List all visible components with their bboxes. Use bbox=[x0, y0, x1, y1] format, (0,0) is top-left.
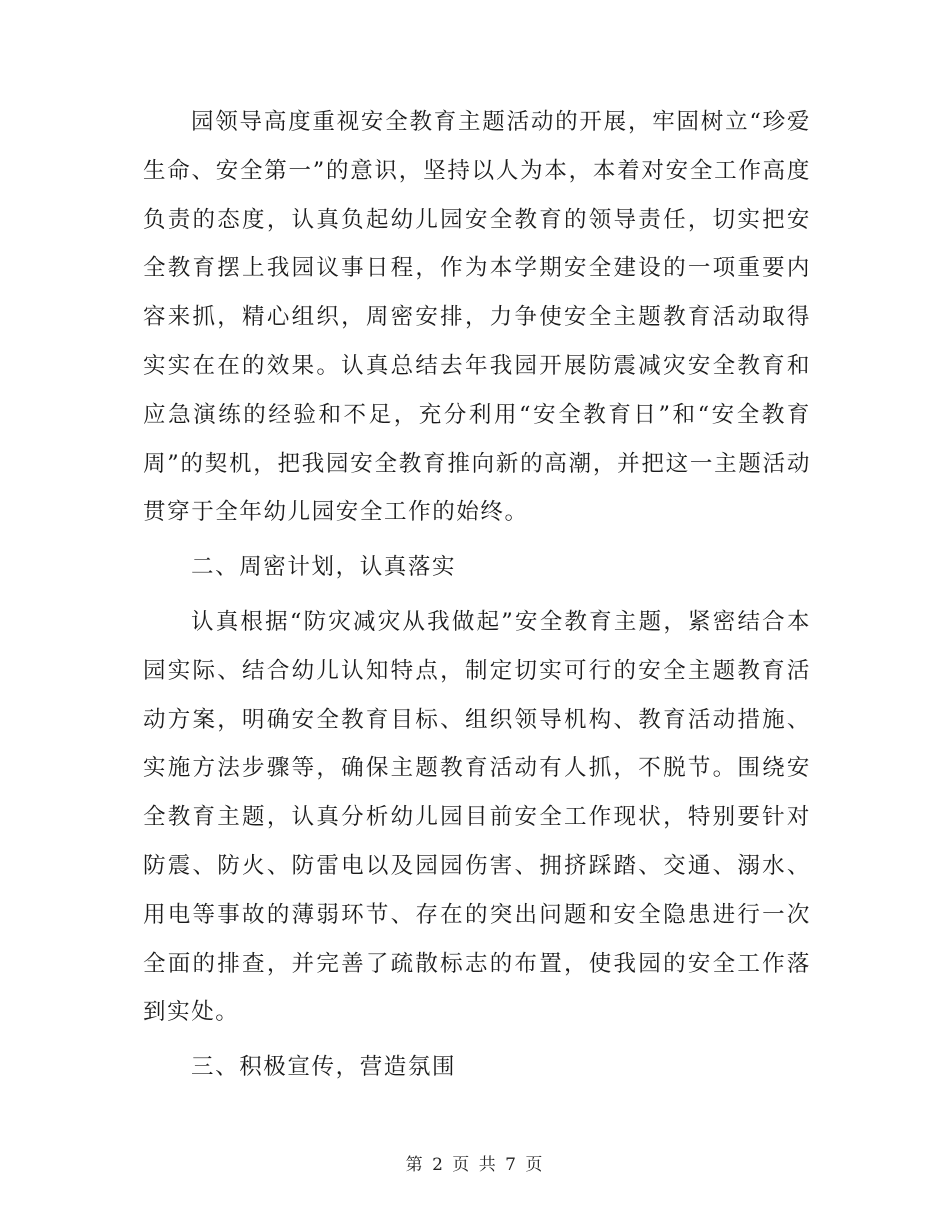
paragraph-leadership: 园领导高度重视安全教育主题活动的开展，牢固树立“珍爱生命、安全第一”的意识，坚持以人为本，本着对安全工作高度负责的态度，认真负起幼儿园安全教育的领导责任，切实把安全教育摆上我园议事日程，作为本学期安全建设的一项重要内容来抓，精心组织，周密安排，力争使安全主题教育活动取得实实在在的效果。认真总结去年我园开展防震减灾安全教育和应急演练的经验和不足，充分利用“安全教育日”和“安全教育周”的契机，把我园安全教育推向新的高潮，并把这一主题活动贯穿于全年幼儿园安全工作的始终。 bbox=[143, 109, 811, 526]
page-number-footer: 第 2 页 共 7 页 bbox=[405, 1155, 545, 1175]
section-heading-publicity: 三、积极宣传，营造氛围 bbox=[191, 1054, 457, 1081]
document-body bbox=[143, 98, 811, 1092]
paragraph-planning: 认真根据“防灾减灾从我做起”安全教育主题，紧密结合本园实际、结合幼儿认知特点，制定切实可行的安全主题教育活动方案，明确安全教育目标、组织领导机构、教育活动措施、实施方法步骤等，确保主题教育活动有人抓，不脱节。围绕安全教育主题，认真分析幼儿园目前安全工作现状，特别要针对防震、防火、防雷电以及园园伤害、拥挤踩踏、交通、溺水、用电等事故的薄弱环节、存在的突出问题和安全隐患进行一次全面的排查，并完善了疏散标志的布置，使我园的安全工作落到实处。 bbox=[143, 608, 811, 1026]
section-heading-planning: 二、周密计划，认真落实 bbox=[191, 554, 457, 581]
